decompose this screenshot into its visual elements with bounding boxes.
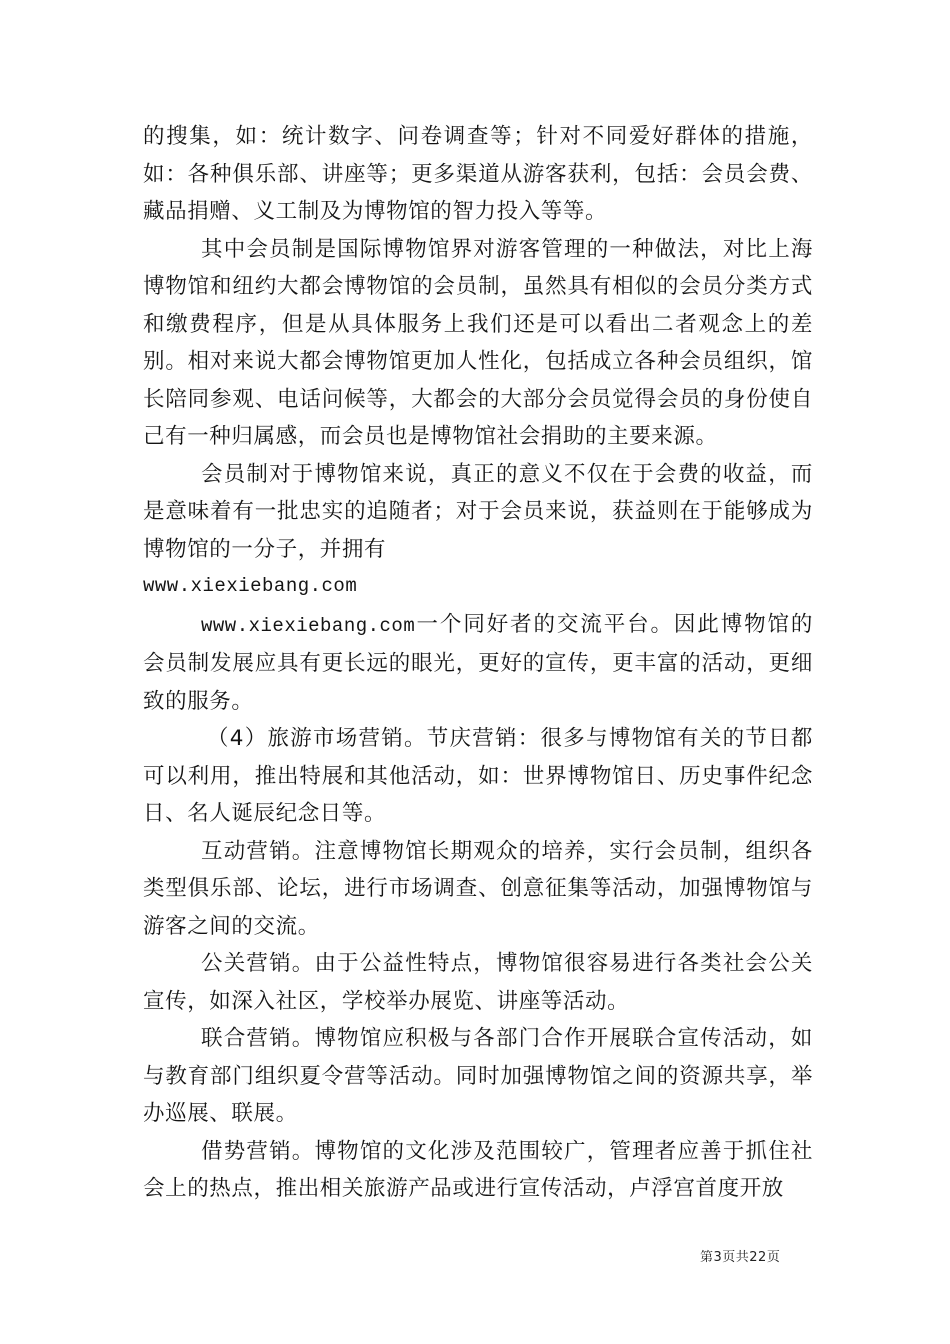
paragraph-interactive-marketing: 互动营销。注意博物馆长期观众的培养，实行会员制，组织各类型俱乐部、论坛，进行市场调查、创意征集等活动，加强博物馆与游客之间的交流。 (143, 838, 813, 939)
paragraph-exchange-platform-text: 一个同好者的交流平台。因此博物馆的会员制发展应具有更长远的眼光，更好的宣传，更丰富的活动，更细致的服务。 (143, 611, 813, 714)
paragraph-joint-marketing: 联合营销。博物馆应积极与各部门合作开展联合宣传活动，如与教育部门组织夏令营等活动。同时加强博物馆之间的资源共享，举办巡展、联展。 (143, 1026, 813, 1126)
source-url[interactable]: www.xiexiebang.com (143, 575, 358, 597)
paragraph-festival-marketing: （4）旅游市场营销。节庆营销：很多与博物馆有关的节日都可以利用，推出特展和其他活动，如：世界博物馆日、历史事件纪念日、名人诞辰纪念日等。 (143, 726, 813, 826)
paragraph-membership-comparison: 其中会员制是国际博物馆界对游客管理的一种做法，对比上海博物馆和纽约大都会博物馆的会员制，虽然具有相似的会员分类方式和缴费程序，但是从具体服务上我们还是可以看出二者观念上的差别。相对来说大都会博物馆更加人性化，包括成立各种会员组织，馆长陪同参观、电话问候等，大都会的大部分会员觉得会员的身份使自己有一种归属感，而会员也是博物馆社会捐助的主要来源。 (143, 236, 813, 449)
paragraph-collection-channels: 的搜集，如：统计数字、问卷调查等；针对不同爱好群体的措施，如：各种俱乐部、讲座等；更多渠道从游客获利，包括：会员会费、藏品捐赠、义工制及为博物馆的智力投入等等。 (143, 124, 813, 224)
inline-source-url[interactable]: www.xiexiebang.com (201, 614, 416, 637)
document-body (143, 118, 813, 1208)
paragraph-pr-marketing: 公关营销。由于公益性特点，博物馆很容易进行各类社会公关宣传，如深入社区，学校举办展览、讲座等活动。 (143, 951, 813, 1014)
paragraph-exchange-platform (143, 606, 813, 721)
paragraph-leverage-marketing: 借势营销。博物馆的文化涉及范围较广，管理者应善于抓住社会上的热点，推出相关旅游产品或进行宣传活动，卢浮宫首度开放 (143, 1138, 813, 1201)
paragraph-membership-meaning: 会员制对于博物馆来说，真正的意义不仅在于会费的收益，而是意味着有一批忠实的追随者；对于会员来说，获益则在于能够成为博物馆的一分子，并拥有 (143, 461, 813, 562)
page-number-footer: 第3页共22页 (700, 1250, 781, 1265)
